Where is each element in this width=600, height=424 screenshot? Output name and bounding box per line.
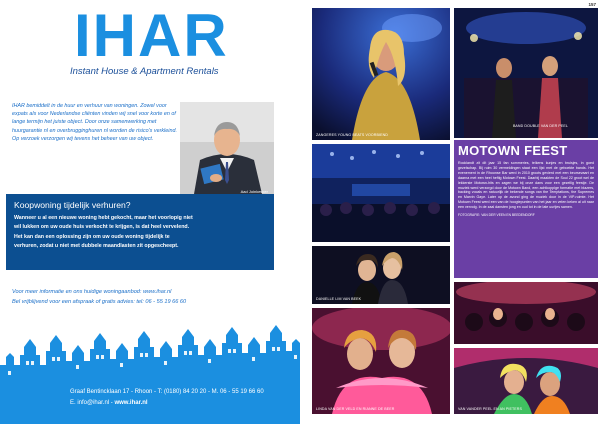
- caption-singer: ZANGERES YOUNG BEATS VOORBIEND: [316, 133, 388, 137]
- photo-singer: [312, 8, 450, 140]
- more-info-website: Voor meer informatie en ons huidige woningaanbod: www.ihar.nl: [12, 289, 172, 295]
- portrait-caption: Aad Joinkesker: [240, 189, 268, 194]
- photo-band: [454, 8, 598, 138]
- photo-hall: [312, 144, 450, 242]
- photo-two-women: [312, 246, 450, 304]
- info-box-text: Wanneer u al een nieuwe woning hebt gekocht, maar het voorlopig niet wil lukken om uw oude huis verkocht te krijgen, is dat heel vervelend. Het kan dan een oplossing zijn om uw oude woning tijdelijk te verhuren, zodat u niet met dubbele maandlasten zit opgescheept.: [14, 215, 193, 249]
- right-page: [300, 0, 600, 424]
- info-box: [6, 194, 274, 270]
- article-credit: FOTOGRAFIE: VAN DER VEEN EN BEEDENDORF: [458, 213, 535, 218]
- caption-women-boa: LINDA VAN DER VELD EN RIANNE DE BEER: [316, 407, 395, 411]
- article-motown: [454, 140, 598, 278]
- portrait-photo: [180, 102, 274, 194]
- info-box-title: Koopwoning tijdelijk verhuren?: [14, 200, 131, 210]
- contact-block: [70, 387, 264, 408]
- page-number: 157: [588, 2, 596, 7]
- intro-paragraph: IHAR bemiddelt in de huur en verhuur van woningen. Zowel voor expats als voor Nederlandse cliënten vinden wij snel voor korte en of lange termijn het juiste object. Door onze samenwerking met huurgarantie nl en overbrugginghuren nl worden de risico's verkleind. Op verzoek verzorgen wij tevens het beheer van uw object.: [12, 103, 177, 142]
- contact-website[interactable]: www.ihar.nl: [114, 399, 148, 406]
- contact-email[interactable]: E. info@ihar.nl -: [70, 399, 113, 406]
- photo-colorful-party: [454, 348, 598, 414]
- photo-party-crowd: [454, 282, 598, 344]
- caption-band: BAND DOUBLE VAN DER PEEL: [512, 124, 568, 128]
- more-info-phone: Bel vrijblijvend voor een afspraak of gratis advies: tel: 06 - 55 19 66 60: [12, 299, 187, 305]
- photo-women-boa: [312, 308, 450, 414]
- caption-two-women: DANIELLE LIM VAN BEEK: [316, 297, 362, 301]
- contact-address: Graaf Bentincklaan 17 - Rhoon - T: (0180) 84 20 20 - M. 06 - 55 19 66 60: [70, 389, 264, 395]
- article-title: MOTOWN FEEST: [458, 143, 568, 158]
- more-info: [12, 287, 280, 307]
- article-body: Rocklandt zit dit jaar 15 fan sommeries, telkens kunjes en bruisjes, in goed gezelschap. Bij ruim 30 vermeldingen staat een lijst met de geboekte bands. Het evenement in de Rhoonse Bar werd in 2010 groots gevierd met een beursevaart en daarna met een heel heftig Motown Feest. Daarbij maakten de Soul 22 groot wel de lekkerste Motown-hits en zagen we bij onze dans voor een gezellig feestje. De muziek werd verzorgd door de Motown Band, een achtkoppige formatie met blazers, backing vocals en natuurlijk de bekende songs van the Temptations, the Supremes en Marvin Gaye. Later op de avond ging de muziek door in de VIP-ruimte. Het Motown Feest werd een van de hoogtepunten van het jaar en velen keken al uit naar een vervolg. In de zaal dansten jong en oud tot in de late uurtjes samen.: [458, 161, 594, 210]
- caption-colorful-party: VAN VANDER PEEL EN AN PIETERS: [458, 407, 522, 411]
- contact-email-line: [70, 398, 264, 409]
- ihar-logo: IHAR: [74, 2, 229, 69]
- canal-house-skyline: [0, 325, 300, 424]
- tagline: Instant House & Apartment Rentals: [70, 66, 219, 77]
- skyline-graphic: [0, 325, 300, 424]
